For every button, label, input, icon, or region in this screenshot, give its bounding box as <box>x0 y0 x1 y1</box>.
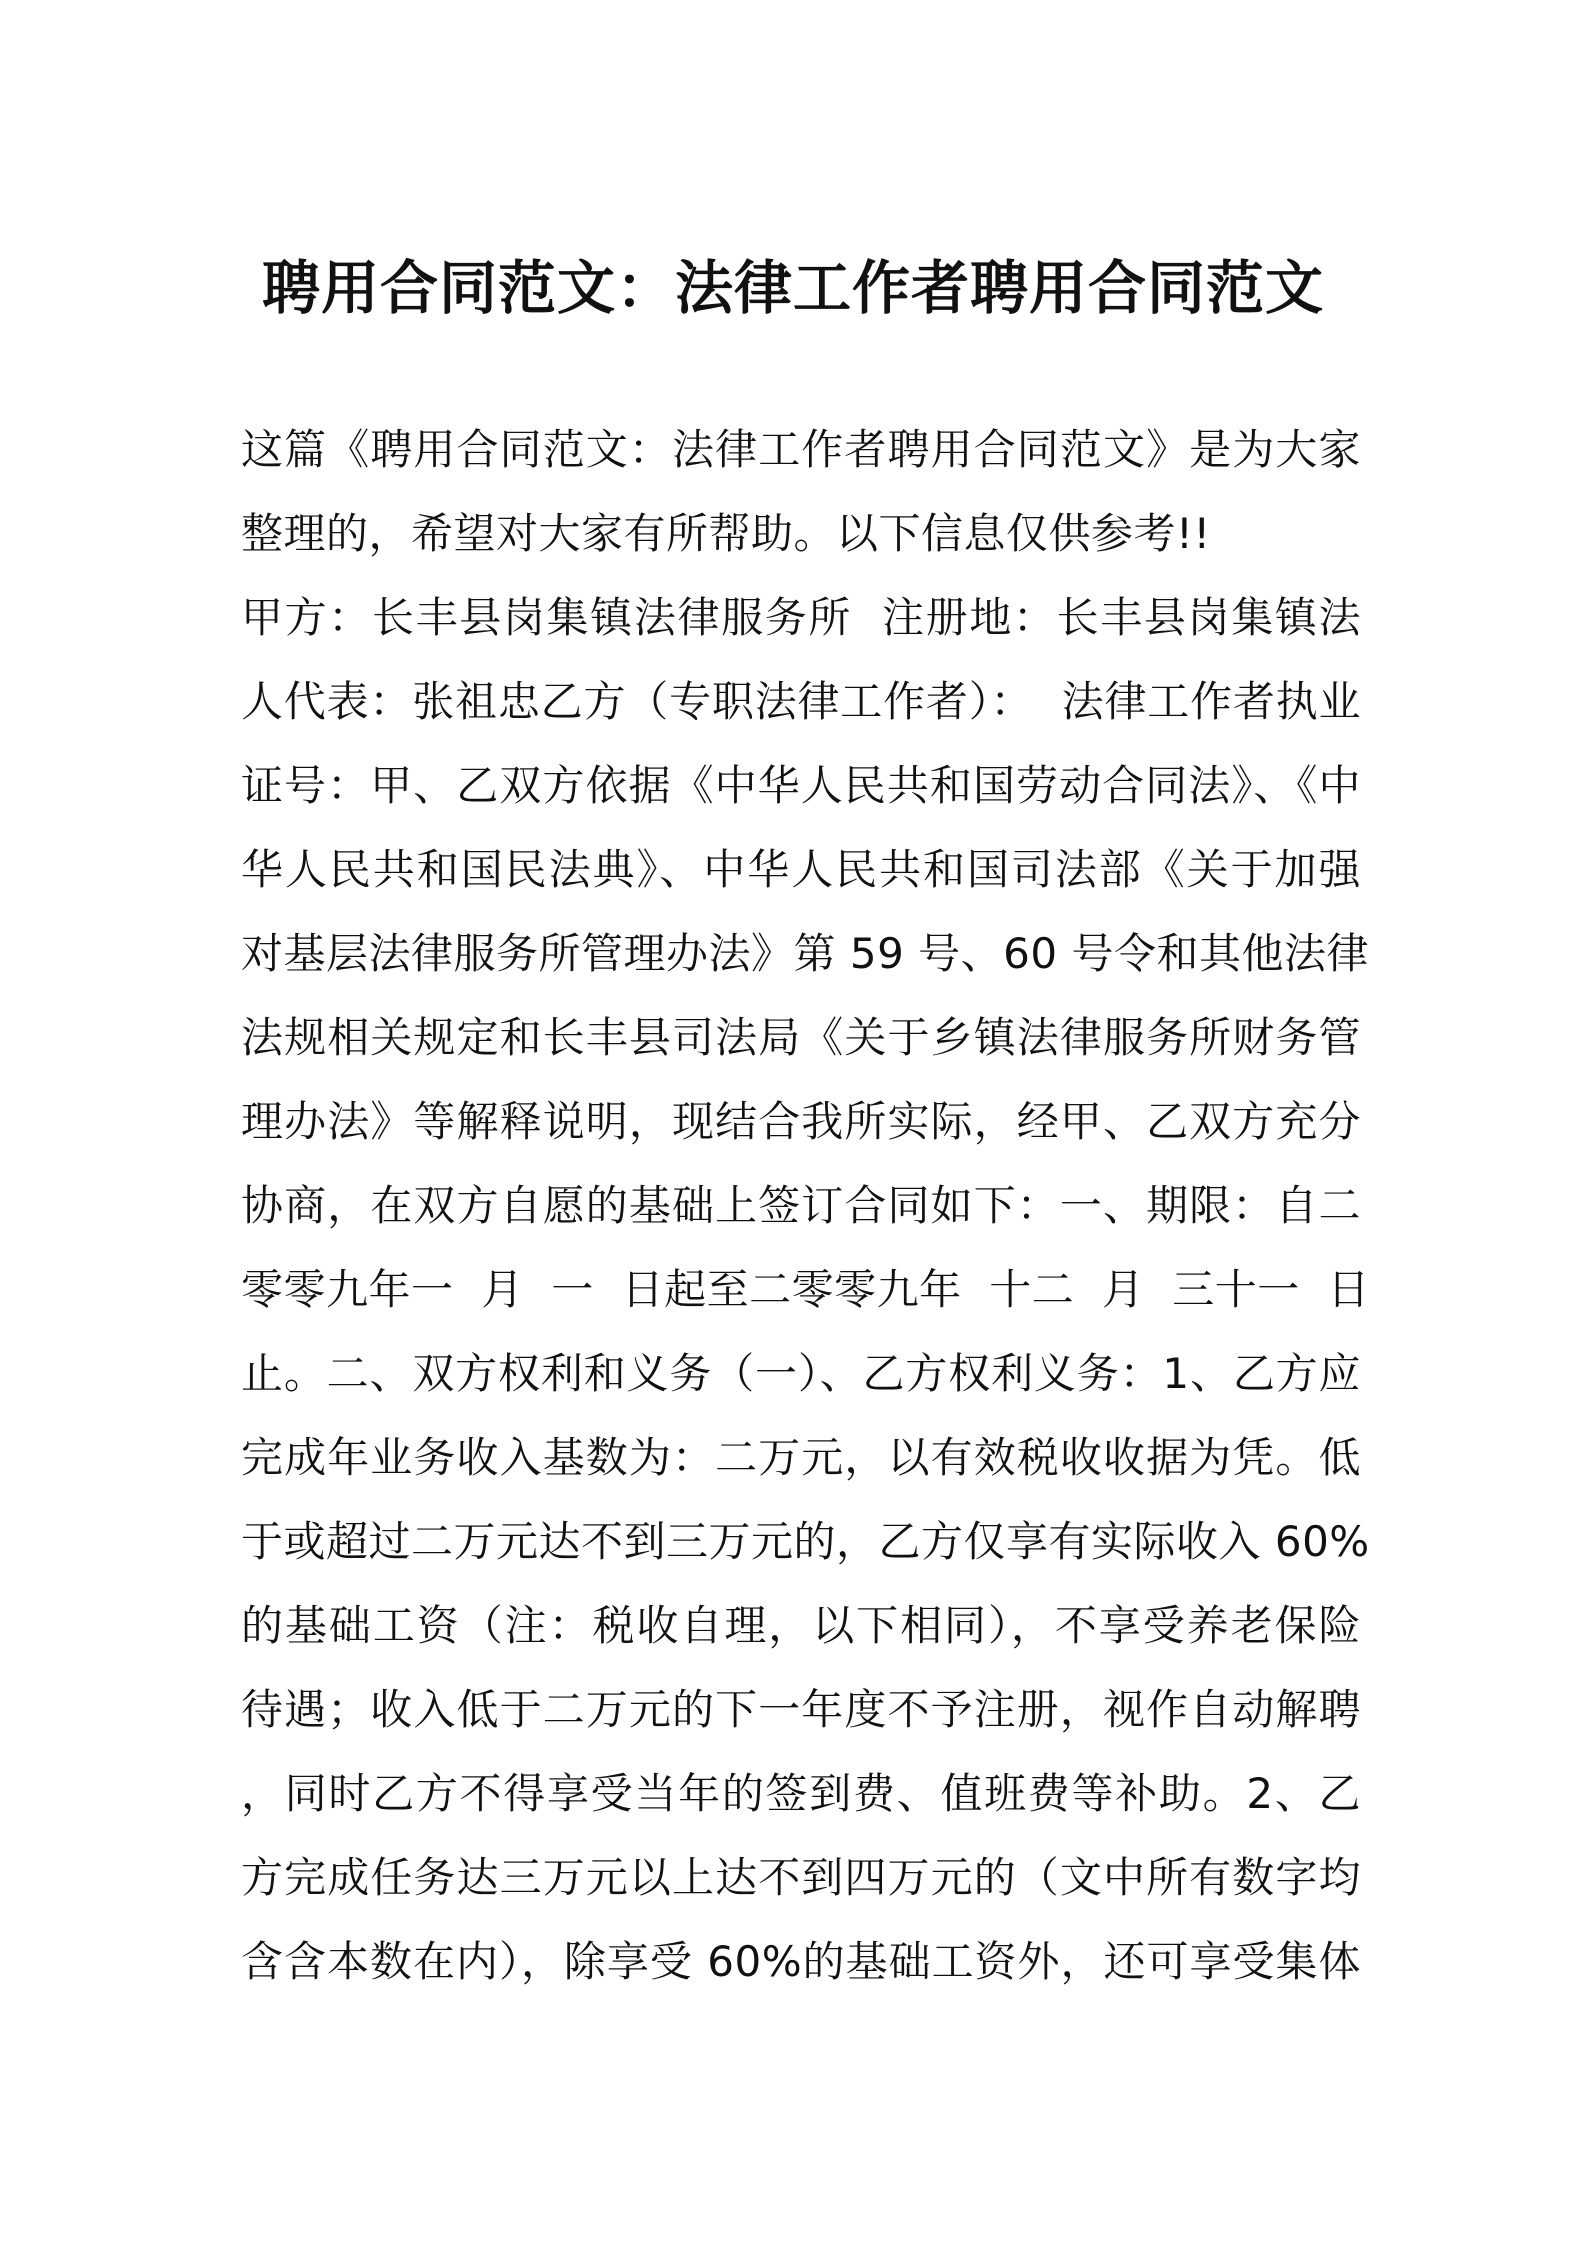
body-line: 完成年业务收入基数为：二万元，以有效税收收据为凭。低 <box>241 1433 1361 1482</box>
body-line: 人代表：张祖忠乙方（专职法律工作者）： 法律工作者执业 <box>241 677 1361 726</box>
body-line: 待遇；收入低于二万元的下一年度不予注册，视作自动解聘 <box>241 1685 1361 1734</box>
body-line: 华人民共和国民法典》、中华人民共和国司法部《关于加强 <box>241 845 1361 894</box>
body-line: 证号：甲、乙双方依据《中华人民共和国劳动合同法》、《中 <box>241 761 1361 810</box>
body-line: 甲方：长丰县岗集镇法律服务所 注册地：长丰县岗集镇法 <box>241 593 1361 642</box>
document-title: 聘用合同范文：法律工作者聘用合同范文 <box>261 254 1324 322</box>
body-line: ，同时乙方不得享受当年的签到费、值班费等补助。2、乙 <box>241 1769 1361 1818</box>
body-line: 整理的，希望对大家有所帮助。以下信息仅供参考!! <box>241 509 1211 558</box>
body-line: 这篇《聘用合同范文：法律工作者聘用合同范文》是为大家 <box>241 425 1361 474</box>
document-body <box>241 408 1370 2004</box>
body-line: 法规相关规定和长丰县司法局《关于乡镇法律服务所财务管 <box>241 1013 1361 1062</box>
body-line: 于或超过二万元达不到三万元的，乙方仅享有实际收入 60% <box>241 1517 1370 1566</box>
body-line: 含含本数在内），除享受 60%的基础工资外，还可享受集体 <box>241 1937 1361 1986</box>
body-line: 方完成任务达三万元以上达不到四万元的（文中所有数字均 <box>241 1853 1361 1902</box>
body-line: 零零九年一 月 一 日起至二零零九年 十二 月 三十一 日 <box>241 1265 1370 1314</box>
body-line: 止。二、双方权利和义务（一）、乙方权利义务：1、乙方应 <box>241 1349 1361 1398</box>
body-line: 对基层法律服务所管理办法》第 59 号、60 号令和其他法律 <box>241 929 1369 978</box>
body-line: 的基础工资（注：税收自理，以下相同），不享受养老保险 <box>241 1601 1361 1650</box>
body-line: 协商，在双方自愿的基础上签订合同如下：一、期限：自二 <box>241 1181 1361 1230</box>
body-line: 理办法》等解释说明，现结合我所实际，经甲、乙双方充分 <box>241 1097 1361 1146</box>
